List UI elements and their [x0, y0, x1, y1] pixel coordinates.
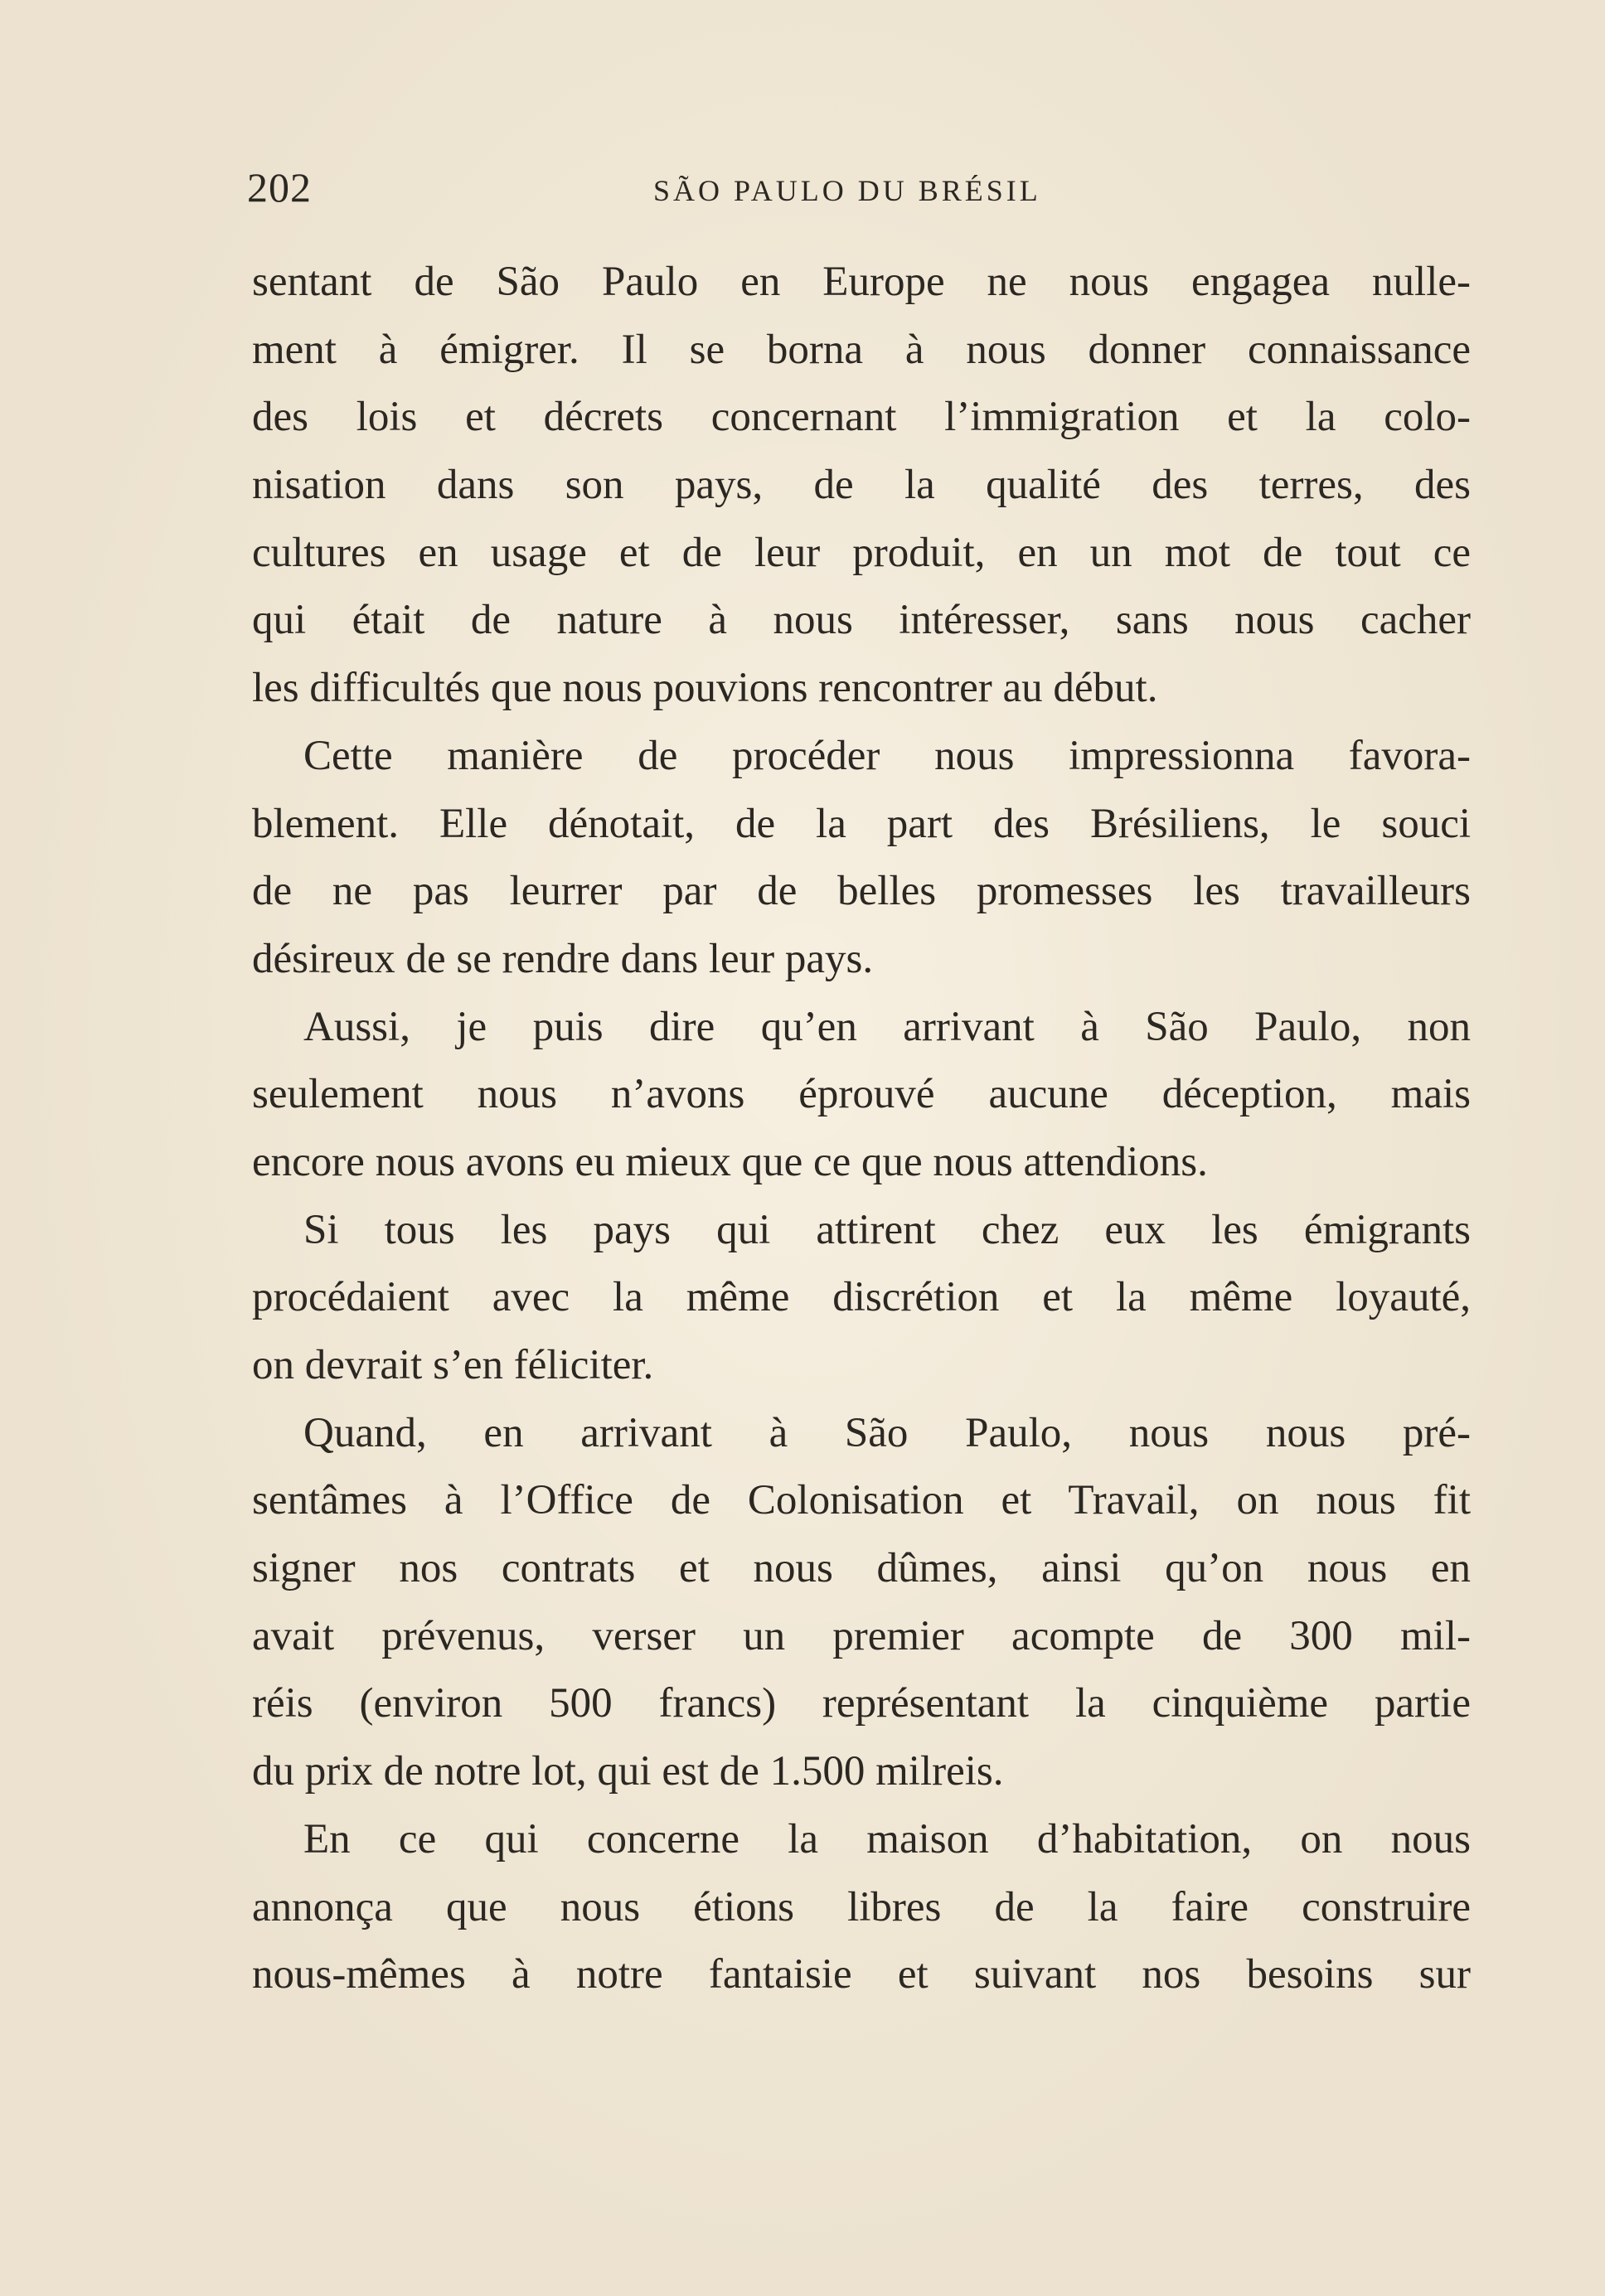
- text-line: les difficultés que nous pouvions rencontrer au début.: [252, 665, 1158, 712]
- text-line: En ce qui concerne la maison d’habitation, on nous: [303, 1815, 1471, 1862]
- text-line: seulement nous n’avons éprouvé aucune déception, mais: [252, 1071, 1471, 1118]
- paragraph-1: [252, 249, 1471, 723]
- running-title: SÃO PAULO DU BRÉSIL: [653, 174, 1041, 207]
- text-line: avait prévenus, verser un premier acompte de 300 mil-: [252, 1612, 1471, 1659]
- text-line: encore nous avons eu mieux que ce que nous attendions.: [252, 1138, 1208, 1185]
- text-line: annonça que nous étions libres de la faire construire: [252, 1883, 1471, 1930]
- paragraph-2: [252, 723, 1471, 994]
- text-line: Si tous les pays qui attirent chez eux les émigrants: [303, 1206, 1471, 1253]
- paragraph-6: [252, 1806, 1471, 2009]
- text-line: Quand, en arrivant à São Paulo, nous nous pré-: [303, 1409, 1471, 1456]
- text-line: nous-mêmes à notre fantaisie et suivant nos besoins sur: [252, 1951, 1471, 1998]
- text-line: ment à émigrer. Il se borna à nous donner connaissance: [252, 326, 1471, 373]
- text-line: signer nos contrats et nous dûmes, ainsi qu’on nous en: [252, 1545, 1471, 1592]
- text-line: de ne pas leurrer par de belles promesses les travailleurs: [252, 868, 1471, 915]
- body-text: [252, 249, 1471, 2009]
- text-line: cultures en usage et de leur produit, en un mot de tout ce: [252, 529, 1471, 576]
- text-line: sentâmes à l’Office de Colonisation et Travail, on nous fit: [252, 1477, 1471, 1524]
- page-number: 202: [247, 164, 312, 211]
- text-line: Aussi, je puis dire qu’en arrivant à São Paulo, non: [303, 1003, 1471, 1050]
- text-line: qui était de nature à nous intéresser, sans nous cacher: [252, 597, 1471, 644]
- text-line: blement. Elle dénotait, de la part des Brésiliens, le souci: [252, 800, 1471, 847]
- text-line: on devrait s’en féliciter.: [252, 1342, 654, 1388]
- text-line: Cette manière de procéder nous impressionna favora-: [303, 732, 1471, 779]
- text-line: désireux de se rendre dans leur pays.: [252, 935, 874, 982]
- paragraph-4: [252, 1197, 1471, 1400]
- text-line: nisation dans son pays, de la qualité des terres, des: [252, 462, 1471, 509]
- paragraph-5: [252, 1400, 1471, 1806]
- paragraph-3: [252, 994, 1471, 1197]
- text-line: sentant de São Paulo en Europe ne nous engagea nulle-: [252, 259, 1471, 305]
- text-line: des lois et décrets concernant l’immigration et la colo-: [252, 394, 1471, 441]
- text-line: réis (environ 500 francs) représentant la cinquième partie: [252, 1680, 1471, 1727]
- text-line: procédaient avec la même discrétion et la même loyauté,: [252, 1274, 1471, 1321]
- text-line: du prix de notre lot, qui est de 1.500 milreis.: [252, 1748, 1004, 1795]
- running-head: [247, 162, 1474, 220]
